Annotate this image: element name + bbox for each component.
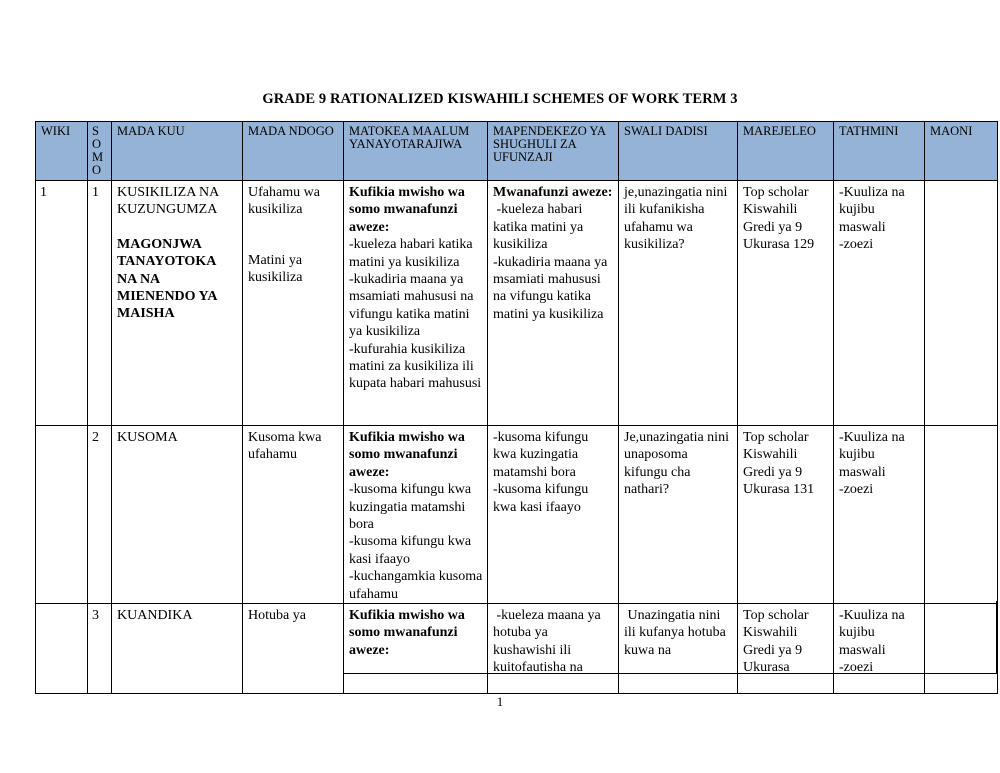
schemes-table-wrapper [35, 121, 997, 676]
page-title: GRADE 9 RATIONALIZED KISWAHILI SCHEMES OF WORK TERM 3 [262, 91, 738, 107]
table-row [36, 426, 998, 604]
cell-mapendekezo: -kueleza maana ya hotuba ya kushawishi ili kuitofautisha na [488, 604, 619, 694]
cell-swali-dadisi: je,unazingatia nini ili kufanikisha ufahamu wa kusikiliza? [619, 181, 738, 426]
header-somo: S O M O [88, 122, 112, 181]
cell-marejeleo: Top scholar Kiswahili Gredi ya 9 Ukurasa 131 [738, 426, 834, 604]
cell-matokea: Kufikia mwisho wa somo mwanafunzi aweze: -kueleza habari katika matini ya kusikiliza -kukadiria maana ya msamiati mahususi na vifungu katika matini ya kusikiliza -kufurahia kusikiliza matini za kusikiliza ili kupata habari mahususi [344, 181, 488, 426]
cell-marejeleo: Top scholar Kiswahili Gredi ya 9 Ukurasa [738, 604, 834, 694]
cell-wiki [36, 604, 88, 694]
cell-mapendekezo: -kusoma kifungu kwa kuzingatia matamshi bora -kusoma kifungu kwa kasi ifaayo [488, 426, 619, 604]
header-mapendekezo: MAPENDEKEZO YA SHUGHULI ZA UFUNZAJI [488, 122, 619, 181]
header-swali-dadisi: SWALI DADISI [619, 122, 738, 181]
cell-mada-kuu: KUSIKILIZA NA KUZUNGUMZA MAGONJWA TANAYOTOKA NA NA MIENENDO YA MAISHA [112, 181, 243, 426]
cell-matokea: Kufikia mwisho wa somo mwanafunzi aweze: -kusoma kifungu kwa kuzingatia matamshi bora -kusoma kifungu kwa kasi ifaayo -kuchangamkia kusoma ufahamu [344, 426, 488, 604]
cell-somo: 3 [88, 604, 112, 694]
cell-tathmini: -Kuuliza na kujibu maswali -zoezi [834, 426, 925, 604]
cell-somo: 2 [88, 426, 112, 604]
cell-swali-dadisi: Unazingatia nini ili kufanya hotuba kuwa na [619, 604, 738, 694]
cell-mada-ndogo: Hotuba ya [243, 604, 344, 694]
header-mada-ndogo: MADA NDOGO [243, 122, 344, 181]
cell-mada-kuu: KUANDIKA [112, 604, 243, 694]
cell-maoni [925, 426, 998, 604]
header-wiki: WIKI [36, 122, 88, 181]
table-row [36, 181, 998, 426]
header-tathmini: TATHMINI [834, 122, 925, 181]
cell-mapendekezo: Mwanafunzi aweze: -kueleza habari katika matini ya kusikiliza -kukadiria maana ya msamiati mahususi na vifungu katika matini ya kusikiliza [488, 181, 619, 426]
header-mada-kuu: MADA KUU [112, 122, 243, 181]
cell-mada-kuu: KUSOMA [112, 426, 243, 604]
header-matokea: MATOKEA MAALUM YANAYOTARAJIWA [344, 122, 488, 181]
cell-mada-ndogo: Kusoma kwa ufahamu [243, 426, 344, 604]
cell-wiki [36, 426, 88, 604]
cell-maoni [925, 181, 998, 426]
table-row-continuation [343, 623, 997, 673]
cell-wiki: 1 [36, 181, 88, 426]
header-row [36, 122, 998, 181]
cell-tathmini: -Kuuliza na kujibu maswali -zoezi [834, 604, 925, 694]
cell-swali-dadisi: Je,unazingatia nini unaposoma kifungu cha nathari? [619, 426, 738, 604]
cell-mada-ndogo: Ufahamu wa kusikiliza Matini ya kusikiliza [243, 181, 344, 426]
page-number: 1 [496, 694, 504, 709]
cell-matokea: Kufikia mwisho wa somo mwanafunzi aweze: [344, 604, 488, 694]
cell-tathmini: -Kuuliza na kujibu maswali -zoezi [834, 181, 925, 426]
header-marejeleo: MAREJELEO [738, 122, 834, 181]
cell-marejeleo: Top scholar Kiswahili Gredi ya 9 Ukurasa 129 [738, 181, 834, 426]
cell-somo: 1 [88, 181, 112, 426]
header-maoni: MAONI [925, 122, 998, 181]
